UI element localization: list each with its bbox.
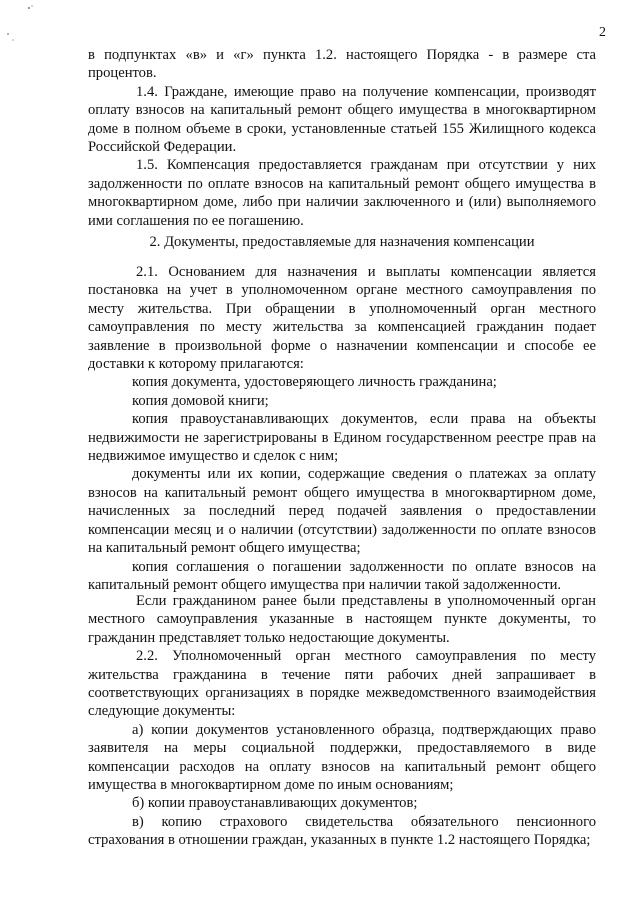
attachment-item: копия правоустанавливающих документов, если права на объекты недвижимости не зарегистрированы в Едином государственном реестре прав на недвижимое имущество и сделок с ним;	[88, 411, 596, 465]
attachment-item: копия соглашения о погашении задолженности по оплате взносов на капитальный ремонт общего имущества при наличии такой задолженности.	[88, 558, 596, 593]
paragraph-2-1: 2.1. Основанием для назначения и выплаты компенсации является постановка на учет в уполномоченном органе местного самоуправления по месту жительства. При обращении в уполномоченный орган местного самоуправления по месту жительства за компенсацией гражданин подает заявление в произвольной форме о назначении компенсации и способе ее доставки к которому прилагаются:	[88, 264, 596, 373]
paragraph-1-4: 1.4. Граждане, имеющие право на получение компенсации, производят оплату взносов на капитальный ремонт общего имущества в многоквартирном доме в полном объеме в сроки, установленные статьей 155 Жилищного кодекса Российской Федерации.	[88, 83, 596, 156]
paragraph-2-2: 2.2. Уполномоченный орган местного самоуправления по месту жительства гражданина в течение пяти рабочих дней запрашивает в соответствующих организациях в порядке межведомственного взаимодействия следующие документы:	[88, 648, 596, 720]
requested-doc-item: а) копии документов установленного образца, подтверждающих право заявителя на меры социальной поддержки, предоставляемого в виде компенсации расходов на оплату взносов на капитальный ремонт общего имущества в многоквартирном доме по иным основаниям;	[88, 721, 596, 794]
section-2-heading: 2. Документы, предоставляемые для назначения компенсации	[149, 234, 535, 250]
section-2-2-block	[88, 592, 596, 850]
paragraph-note: Если гражданином ранее были представлены в уполномоченный орган местного самоуправления указанные в настоящем пункте документы, то гражданин представляет только недостающие документы.	[88, 593, 596, 646]
attachment-item: копия домовой книги;	[132, 392, 269, 409]
section-2-1-block	[88, 263, 596, 594]
requested-doc-item: в) копию страхового свидетельства обязательного пенсионного страхования в отношении граждан, указанных в пункте 1.2 настоящего Порядка;	[88, 813, 596, 849]
page-number: 2	[599, 25, 606, 40]
requested-doc-item: б) копии правоустанавливающих документов;	[132, 795, 418, 812]
section-1-block	[88, 46, 596, 230]
attachment-item: документы или их копии, содержащие сведения о платежах за оплату взносов на капитальный ремонт общего имущества в многоквартирном доме, начисленных за последний перед подачей заявления о предоставлении компенсации месяц и о наличии (отсутствии) задолженности по оплате взносов на капитальный ремонт общего имущества;	[88, 466, 596, 557]
scan-specks	[4, 4, 34, 44]
attachment-item: копия документа, удостоверяющего личность гражданина;	[132, 374, 497, 391]
paragraph-1-5: 1.5. Компенсация предоставляется гражданам при отсутствии у них задолженности по оплате взносов на капитальный ремонт общего имущества в многоквартирном доме, либо при наличии заключенного и (или) выполняемого ими соглашения по ее погашению.	[88, 157, 596, 229]
paragraph-1-3-continuation: в подпунктах «в» и «г» пункта 1.2. настоящего Порядка - в размере ста процентов.	[88, 47, 596, 82]
